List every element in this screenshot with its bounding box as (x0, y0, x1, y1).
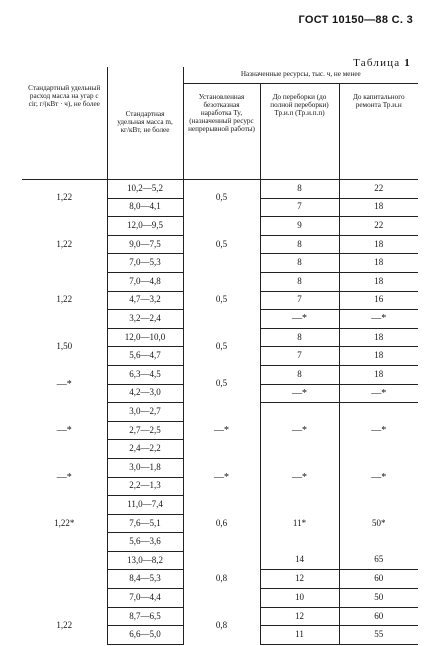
cell-before-overhaul: 7 (260, 291, 339, 310)
cell-specific-mass: 7,0—5,3 (107, 254, 183, 273)
cell-failure-free-time: 0,6 (215, 517, 228, 528)
cell-failure-free-time: 0,5 (215, 340, 228, 351)
cell-before-capital-repair: 18 (339, 347, 418, 366)
cell-before-capital-repair: —* (339, 458, 418, 495)
cell-specific-mass: 4,7—3,2 (107, 291, 183, 310)
cell-before-overhaul: 14 (260, 551, 339, 570)
cell-specific-mass: 8,4—5,3 (107, 570, 183, 589)
resource-table (22, 67, 418, 645)
table-row (22, 607, 418, 626)
cell-before-capital-repair: 22 (339, 180, 418, 199)
cell-oil-consumption: 1,50 (22, 328, 107, 365)
cell-failure-free-time: —* (214, 425, 229, 437)
cell-before-overhaul: —* (260, 310, 339, 329)
cell-before-capital-repair: 50 (339, 589, 418, 608)
cell-before-overhaul: —* (260, 403, 339, 459)
cell-before-capital-repair: 60 (339, 570, 418, 589)
cell-before-overhaul: 11* (260, 496, 339, 552)
cell-specific-mass: 5,6—4,7 (107, 347, 183, 366)
cell-failure-free-time: 0,5 (215, 378, 228, 389)
cell-specific-mass: 11,0—7,4 (107, 496, 183, 515)
cell-specific-mass: 12,0—10,0 (107, 328, 183, 347)
cell-before-overhaul: 8 (260, 254, 339, 273)
cell-specific-mass: 2,7—2,5 (107, 421, 183, 440)
cell-specific-mass: 10,2—5,2 (107, 180, 183, 199)
table-row (22, 328, 418, 347)
cell-specific-mass: 7,0—4,4 (107, 589, 183, 608)
cell-specific-mass: 7,6—5,1 (107, 514, 183, 533)
cell-failure-free-time: 0,8 (215, 619, 228, 630)
cell-specific-mass: 3,2—2,4 (107, 310, 183, 329)
cell-specific-mass: 8,0—4,1 (107, 198, 183, 217)
cell-specific-mass: 4,2—3,0 (107, 384, 183, 403)
table-caption-number: 1 (404, 57, 411, 69)
cell-specific-mass: 13,0—8,2 (107, 551, 183, 570)
page-header: ГОСТ 10150—88 С. 3 (298, 14, 413, 26)
cell-failure-free-time: 0,8 (215, 573, 228, 584)
cell-before-capital-repair: 18 (339, 328, 418, 347)
cell-oil-consumption: —* (22, 365, 107, 402)
header-failure-free-time: Установленная безотказная наработка Ty, (назначенный ресурс непрерывной работы) (183, 84, 260, 180)
cell-specific-mass: 9,0—7,5 (107, 235, 183, 254)
cell-specific-mass: 2,4—2,2 (107, 440, 183, 459)
header-assigned-resources: Назначенные ресурсы, тыс. ч, не менее (183, 67, 418, 84)
cell-before-capital-repair: 60 (339, 607, 418, 626)
cell-before-overhaul: 8 (260, 180, 339, 199)
cell-before-capital-repair: 18 (339, 235, 418, 254)
cell-specific-mass: 6,3—4,5 (107, 365, 183, 384)
cell-before-capital-repair: 16 (339, 291, 418, 310)
cell-oil-consumption: 1,22 (22, 180, 107, 217)
table-row (22, 496, 418, 515)
cell-before-capital-repair: 18 (339, 254, 418, 273)
cell-before-overhaul: 8 (260, 365, 339, 384)
header-before-capital-repair: До капитального ремонта Тр.и.н (339, 84, 418, 180)
cell-specific-mass: 3,0—2,7 (107, 403, 183, 422)
table-row (22, 217, 418, 236)
cell-before-overhaul: 11 (260, 626, 339, 645)
cell-before-overhaul: 12 (260, 570, 339, 589)
cell-before-overhaul: 8 (260, 328, 339, 347)
cell-oil-consumption: —* (22, 403, 107, 459)
cell-before-capital-repair: —* (339, 384, 418, 403)
header-oil-consumption: Стандартный удельный расход масла на угар c ciг, г/(кВт · ч), не более (22, 67, 107, 180)
cell-oil-consumption (22, 551, 107, 607)
cell-before-overhaul: 7 (260, 198, 339, 217)
cell-failure-free-time: 0,5 (215, 238, 228, 249)
cell-before-overhaul: 10 (260, 589, 339, 608)
cell-specific-mass: 3,0—1,8 (107, 458, 183, 477)
cell-specific-mass: 5,6—3,6 (107, 533, 183, 552)
cell-before-overhaul: 7 (260, 347, 339, 366)
cell-oil-consumption: 1,22 (22, 607, 107, 644)
table-row (22, 458, 418, 477)
cell-oil-consumption: 1,22 (22, 217, 107, 273)
header-specific-mass: Стандартная удельная масса m, кг/кВт, не более (107, 67, 183, 180)
cell-before-capital-repair: —* (339, 310, 418, 329)
cell-before-capital-repair: 65 (339, 551, 418, 570)
cell-specific-mass: 6,6—5,0 (107, 626, 183, 645)
cell-oil-consumption: —* (22, 458, 107, 495)
table-row (22, 180, 418, 199)
cell-before-overhaul: —* (260, 384, 339, 403)
cell-before-capital-repair: 55 (339, 626, 418, 645)
cell-before-capital-repair: —* (339, 403, 418, 459)
table-row (22, 272, 418, 291)
cell-specific-mass: 7,0—4,8 (107, 272, 183, 291)
cell-before-overhaul: 12 (260, 607, 339, 626)
cell-specific-mass: 12,0—9,5 (107, 217, 183, 236)
header-before-overhaul: До переборки (до полной переборки) Тр.и.п (Тр.и.п.п) (260, 84, 339, 180)
table-row (22, 365, 418, 384)
cell-specific-mass: 8,7—6,5 (107, 607, 183, 626)
cell-before-capital-repair: 18 (339, 272, 418, 291)
cell-before-overhaul: —* (260, 458, 339, 495)
cell-before-capital-repair: 18 (339, 365, 418, 384)
cell-oil-consumption: 1,22* (22, 496, 107, 552)
cell-before-overhaul: 9 (260, 217, 339, 236)
cell-before-capital-repair: 50* (339, 496, 418, 552)
cell-specific-mass: 2,2—1,3 (107, 477, 183, 496)
table-row (22, 551, 418, 570)
cell-failure-free-time: 0,5 (215, 294, 228, 305)
table-row (22, 403, 418, 422)
cell-before-capital-repair: 18 (339, 198, 418, 217)
cell-before-overhaul: 8 (260, 235, 339, 254)
table-caption-label: Таблица (353, 57, 401, 69)
cell-failure-free-time: —* (214, 471, 229, 483)
cell-oil-consumption: 1,22 (22, 272, 107, 328)
table-body (22, 180, 418, 645)
cell-failure-free-time: 0,5 (215, 192, 228, 203)
cell-before-overhaul: 8 (260, 272, 339, 291)
cell-before-capital-repair: 22 (339, 217, 418, 236)
